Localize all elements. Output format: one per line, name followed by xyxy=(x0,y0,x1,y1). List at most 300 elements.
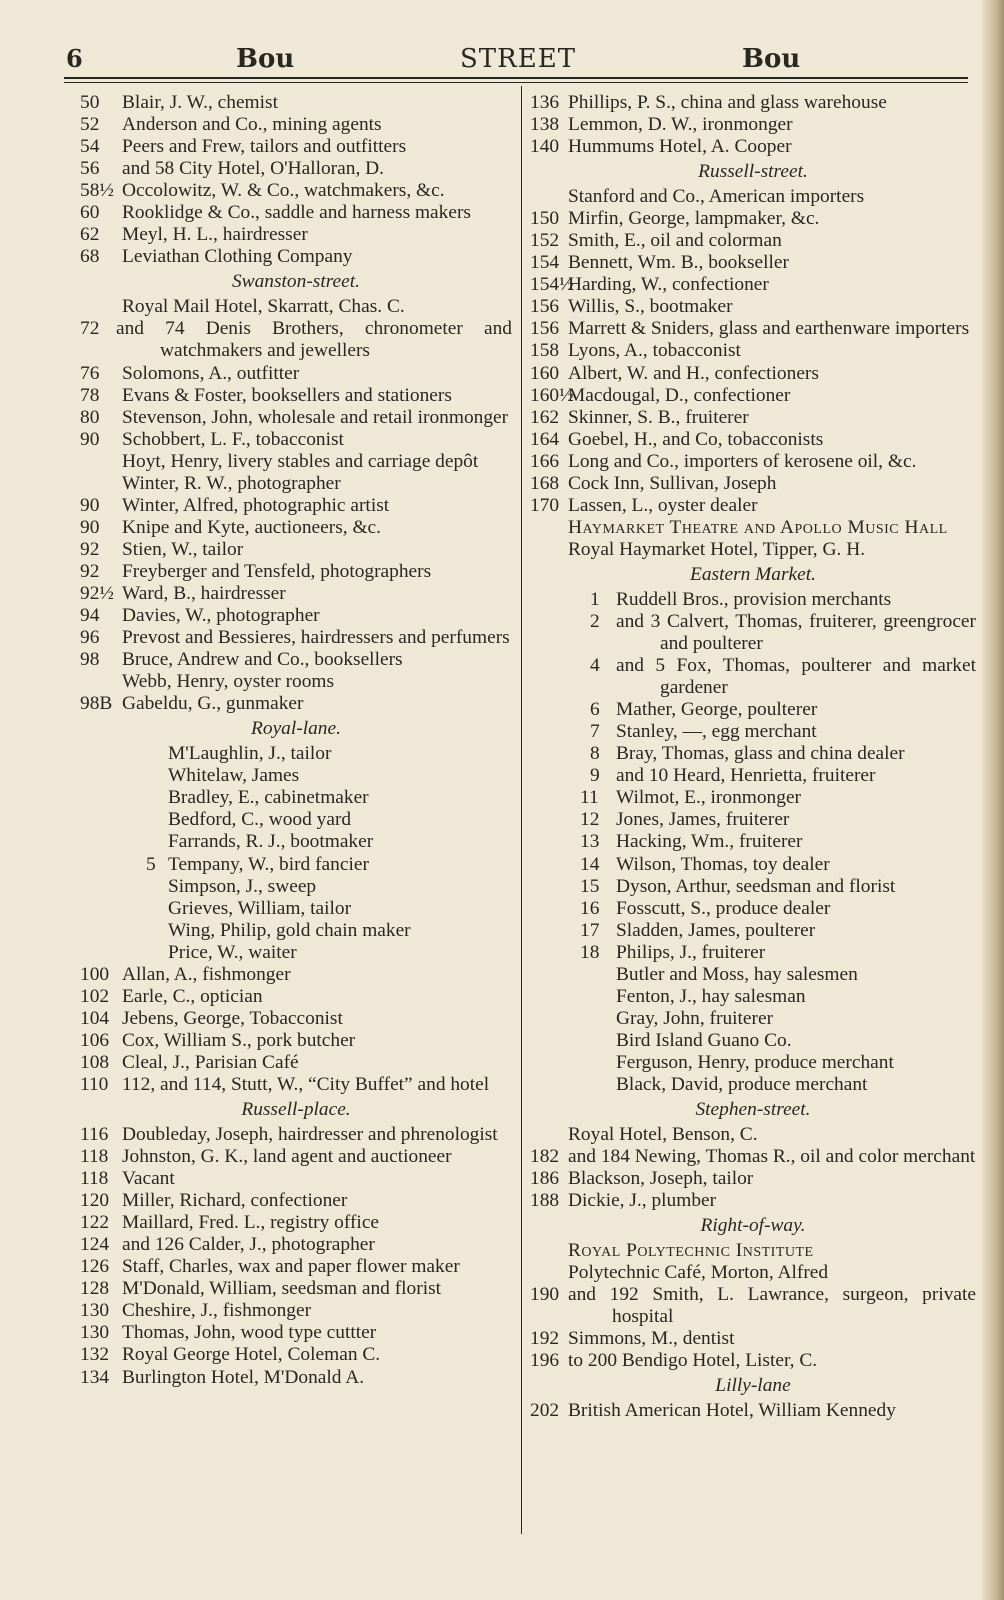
street-number: 4 xyxy=(590,655,600,677)
directory-entry xyxy=(530,1400,976,1422)
directory-entry xyxy=(530,92,976,114)
street-number: 72 xyxy=(80,318,100,340)
entry-text: Hacking, Wm., fruiterer xyxy=(616,831,803,853)
entry-text: to 200 Bendigo Hotel, Lister, C. xyxy=(568,1350,818,1372)
directory-entry xyxy=(530,274,976,296)
directory-entry xyxy=(80,318,512,362)
directory-entry xyxy=(80,627,512,649)
directory-entry xyxy=(530,186,976,208)
street-number: 2 xyxy=(590,610,600,632)
street-number: 76 xyxy=(80,362,100,384)
directory-entry xyxy=(80,671,512,693)
directory-entry xyxy=(80,1322,512,1344)
entry-text: Hummums Hotel, A. Cooper xyxy=(568,136,792,158)
entry-text: Willis, S., bootmaker xyxy=(568,296,733,318)
directory-entry xyxy=(530,495,976,517)
directory-entry xyxy=(530,429,976,451)
entry-text: Bennett, Wm. B., bookseller xyxy=(568,252,789,274)
entry-text: British American Hotel, William Kennedy xyxy=(568,1400,896,1422)
directory-entry xyxy=(530,252,976,274)
page-header xyxy=(64,40,968,76)
street-number: 120 xyxy=(80,1190,110,1212)
entry-text: Fosscutt, S., produce dealer xyxy=(616,897,831,919)
directory-entry xyxy=(80,114,512,136)
directory-entry xyxy=(530,876,976,898)
entry-text: Mirfin, George, lampmaker, &c. xyxy=(568,208,820,230)
street-number: 90 xyxy=(80,494,100,516)
street-number: 130 xyxy=(80,1322,110,1344)
street-number: 122 xyxy=(80,1212,110,1234)
street-number: 136 xyxy=(530,92,560,113)
entry-text: Bedford, C., wood yard xyxy=(168,809,352,831)
directory-entry xyxy=(80,495,512,517)
directory-entry xyxy=(80,1367,512,1389)
entry-text: Jones, James, fruiterer xyxy=(616,809,790,831)
street-number: 50 xyxy=(80,92,100,113)
section-heading: Eastern Market. xyxy=(689,563,816,585)
directory-entry xyxy=(530,787,976,809)
street-number: 160 xyxy=(530,362,560,384)
directory-entry xyxy=(530,986,976,1008)
street-number: 5 xyxy=(146,853,156,875)
street-number: 11 xyxy=(580,787,599,809)
street-number: 156 xyxy=(530,318,560,340)
directory-entry xyxy=(530,1074,976,1096)
street-number: 124 xyxy=(80,1234,110,1256)
entry-text: Butler and Moss, hay salesmen xyxy=(616,963,858,985)
entry-text: M'Donald, William, seedsman and florist xyxy=(122,1278,442,1300)
directory-entry xyxy=(80,407,512,429)
street-number: 92½ xyxy=(80,582,114,604)
directory-entry xyxy=(530,765,976,787)
street-number: 60 xyxy=(80,202,100,224)
entry-text: Jebens, George, Tobacconist xyxy=(122,1007,343,1029)
street-number: 90 xyxy=(80,516,100,538)
page-edge xyxy=(982,0,1004,1600)
street-number: 152 xyxy=(530,230,560,252)
entry-text: Earle, C., optician xyxy=(122,985,263,1007)
directory-entry xyxy=(530,721,976,743)
street-number: 118 xyxy=(80,1146,109,1168)
entry-text: Rooklidge & Co., saddle and harness makers xyxy=(122,202,471,224)
directory-entry xyxy=(80,92,512,114)
street-number: 134 xyxy=(80,1366,110,1388)
entry-text: Knipe and Kyte, auctioneers, &c. xyxy=(122,516,381,538)
entry-text: and 10 Heard, Henrietta, fruiterer xyxy=(616,765,876,787)
directory-entry xyxy=(530,1328,976,1350)
entry-text: Simmons, M., dentist xyxy=(568,1328,735,1350)
street-number: 186 xyxy=(530,1168,560,1190)
entry-text: Royal Mail Hotel, Skarratt, Chas. C. xyxy=(122,296,405,318)
street-number: 54 xyxy=(80,136,100,158)
entry-text: and 5 Fox, Thomas, poulterer and market gardener xyxy=(616,655,976,699)
entry-text: Stien, W., tailor xyxy=(122,538,244,560)
page-number: 6 xyxy=(66,44,83,73)
street-number: 188 xyxy=(530,1190,560,1212)
directory-entry xyxy=(80,583,512,605)
entry-text: Macdougal, D., confectioner xyxy=(568,384,791,406)
directory-entry xyxy=(80,1234,512,1256)
street-number: 102 xyxy=(80,985,110,1007)
entry-text: Ruddell Bros., provision merchants xyxy=(616,588,892,610)
street-number: 110 xyxy=(80,1073,109,1095)
entry-text: M'Laughlin, J., tailor xyxy=(168,743,332,765)
street-number: 190 xyxy=(530,1284,560,1306)
entry-text: Smith, E., oil and colorman xyxy=(568,230,782,252)
entry-text: Cock Inn, Sullivan, Joseph xyxy=(568,472,777,494)
directory-entry xyxy=(80,876,512,898)
street-number: 68 xyxy=(80,246,100,268)
street-number: 118 xyxy=(80,1168,109,1190)
section-heading: Stephen-street. xyxy=(695,1099,811,1121)
entry-text: Johnston, G. K., land agent and auctioneer xyxy=(122,1146,452,1168)
entry-text: Sladden, James, poulterer xyxy=(616,919,816,941)
street-number: 164 xyxy=(530,428,560,450)
entry-text: Blair, J. W., chemist xyxy=(122,92,278,113)
street-number: 138 xyxy=(530,114,560,136)
directory-entry xyxy=(530,1350,976,1372)
entry-text: Polytechnic Café, Morton, Alfred xyxy=(568,1262,829,1284)
entry-text: Dickie, J., plumber xyxy=(568,1190,717,1212)
entry-text: Occolowitz, W. & Co., watchmakers, &c. xyxy=(122,180,445,202)
entry-text: Evans & Foster, booksellers and stationers xyxy=(122,384,452,406)
directory-entry xyxy=(80,1190,512,1212)
directory-entry xyxy=(530,1168,976,1190)
directory-entry xyxy=(530,898,976,920)
directory-entry xyxy=(530,114,976,136)
directory-entry xyxy=(80,363,512,385)
street-number: 14 xyxy=(580,853,600,875)
entry-text: Anderson and Co., mining agents xyxy=(122,114,382,136)
directory-entry xyxy=(80,809,512,831)
entry-text: Whitelaw, James xyxy=(168,765,300,787)
directory-entry xyxy=(80,1344,512,1366)
directory-entry xyxy=(80,224,512,246)
entry-text: Wilson, Thomas, toy dealer xyxy=(616,853,830,875)
street-number: 92 xyxy=(80,560,100,582)
entry-text: Royal George Hotel, Coleman C. xyxy=(122,1344,381,1366)
entry-text: Stanley, —, egg merchant xyxy=(616,721,817,743)
directory-entry xyxy=(530,517,976,539)
entry-text: Solomons, A., outfitter xyxy=(122,362,300,384)
directory-entry xyxy=(80,1212,512,1234)
entry-text: Cheshire, J., fishmonger xyxy=(122,1300,312,1322)
entry-text: Lemmon, D. W., ironmonger xyxy=(568,114,793,136)
directory-entry xyxy=(530,473,976,495)
entry-text: Goebel, H., and Co, tobacconists xyxy=(568,428,824,450)
entry-text: Winter, Alfred, photographic artist xyxy=(122,494,390,516)
street-number: 100 xyxy=(80,963,110,985)
entry-text: Hoyt, Henry, livery stables and carriage depôt xyxy=(122,450,479,472)
entry-text: and 3 Calvert, Thomas, fruiterer, greengrocer and poulterer xyxy=(616,610,976,655)
entry-text: Stanford and Co., American importers xyxy=(568,186,865,208)
entry-text: Phillips, P. S., china and glass warehouse xyxy=(568,92,887,113)
directory-entry xyxy=(80,451,512,473)
street-number: 126 xyxy=(80,1256,110,1278)
header-rule xyxy=(64,77,968,83)
directory-entry xyxy=(80,942,512,964)
entry-text: Schobbert, L. F., tobacconist xyxy=(122,428,344,450)
directory-entry xyxy=(530,1240,976,1262)
directory-entry xyxy=(80,473,512,495)
entry-text: Thomas, John, wood type cuttter xyxy=(122,1322,377,1344)
entry-text: Long and Co., importers of kerosene oil, &c. xyxy=(568,450,917,472)
directory-entry xyxy=(530,363,976,385)
street-number: 90 xyxy=(80,428,100,450)
street-number: 17 xyxy=(580,919,600,941)
directory-entry xyxy=(80,136,512,158)
street-number: 9 xyxy=(590,765,600,787)
entry-text: Harding, W., confectioner xyxy=(568,274,769,296)
street-number: 128 xyxy=(80,1278,110,1300)
directory-entry xyxy=(80,296,512,318)
directory-entry xyxy=(80,246,512,268)
street-number: 154½ xyxy=(530,274,574,296)
column-divider xyxy=(521,86,522,1534)
entry-text: Royal Polytechnic Institute xyxy=(568,1240,814,1262)
entry-text: Allan, A., fishmonger xyxy=(122,963,291,985)
entry-text: Ferguson, Henry, produce merchant xyxy=(616,1051,894,1073)
directory-entry xyxy=(80,986,512,1008)
street-number: 12 xyxy=(580,809,600,831)
entry-text: and 58 City Hotel, O'Halloran, D. xyxy=(122,158,384,180)
directory-entry xyxy=(530,964,976,986)
street-number: 196 xyxy=(530,1350,560,1372)
street-number: 166 xyxy=(530,450,560,472)
entry-text: Cox, William S., pork butcher xyxy=(122,1029,356,1051)
directory-entry xyxy=(80,385,512,407)
section-heading: Right-of-way. xyxy=(700,1215,806,1237)
entry-text: Dyson, Arthur, seedsman and florist xyxy=(616,875,896,897)
directory-entry xyxy=(530,407,976,429)
entry-text: Maillard, Fred. L., registry office xyxy=(122,1212,380,1234)
entry-text: Leviathan Clothing Company xyxy=(122,246,353,268)
directory-entry xyxy=(530,854,976,876)
street-number: 78 xyxy=(80,384,100,406)
directory-entry xyxy=(80,787,512,809)
directory-entry xyxy=(80,1030,512,1052)
street-number: 162 xyxy=(530,406,560,428)
directory-entry xyxy=(530,539,976,561)
directory-entry xyxy=(530,318,976,340)
directory-entry xyxy=(80,1008,512,1030)
entry-text: Royal Hotel, Benson, C. xyxy=(568,1124,758,1146)
street-number: 104 xyxy=(80,1007,110,1029)
entry-text: Price, W., waiter xyxy=(168,941,297,963)
entry-text: Blackson, Joseph, tailor xyxy=(568,1168,754,1190)
section-heading: Russell-place. xyxy=(241,1099,351,1121)
entry-text: Bird Island Guano Co. xyxy=(616,1029,792,1051)
right-guide-word: Bou xyxy=(742,44,801,74)
directory-entry xyxy=(530,451,976,473)
entry-text: Tempany, W., bird fancier xyxy=(168,853,369,875)
entry-text: and 192 Smith, L. Lawrance, surgeon, private hospital xyxy=(568,1284,976,1328)
street-number: 160½ xyxy=(530,384,574,406)
directory-entry xyxy=(80,743,512,765)
directory-entry xyxy=(530,136,976,158)
street-number: 92 xyxy=(80,538,100,560)
street-number: 130 xyxy=(80,1300,110,1322)
street-number: 18 xyxy=(580,941,600,963)
page-title: STREET xyxy=(460,44,577,74)
entry-text: Marrett & Sniders, glass and earthenware importers xyxy=(568,318,970,340)
street-number: 94 xyxy=(80,605,100,627)
directory-entry xyxy=(80,854,512,876)
entry-text: Miller, Richard, confectioner xyxy=(122,1190,348,1212)
directory-entry xyxy=(530,1284,976,1328)
directory-entry xyxy=(80,898,512,920)
street-number: 58½ xyxy=(80,180,114,202)
directory-entry xyxy=(530,1030,976,1052)
entry-text: Farrands, R. J., bootmaker xyxy=(168,831,374,853)
entry-text: Cleal, J., Parisian Café xyxy=(122,1051,299,1073)
street-number: 182 xyxy=(530,1146,560,1168)
street-number: 158 xyxy=(530,340,560,362)
street-number: 6 xyxy=(590,699,600,721)
directory-entry xyxy=(80,561,512,583)
entry-text: Fenton, J., hay salesman xyxy=(616,985,806,1007)
entry-text: Royal Haymarket Hotel, Tipper, G. H. xyxy=(568,538,866,560)
entry-text: Wilmot, E., ironmonger xyxy=(616,787,802,809)
directory-entry xyxy=(80,765,512,787)
entry-text: Ward, B., hairdresser xyxy=(122,582,286,604)
directory-entry xyxy=(530,942,976,964)
directory-entry xyxy=(530,1190,976,1212)
entry-text: Gabeldu, G., gunmaker xyxy=(122,693,304,715)
directory-entry xyxy=(530,296,976,318)
entry-text: Gray, John, fruiterer xyxy=(616,1007,774,1029)
section-heading: Russell-street. xyxy=(698,161,808,183)
street-number: 98B xyxy=(80,693,113,715)
street-number: 156 xyxy=(530,296,560,318)
directory-entry xyxy=(530,1124,976,1146)
directory-entry xyxy=(530,589,976,611)
street-number: 192 xyxy=(530,1328,560,1350)
entry-text: Peers and Frew, tailors and outfitters xyxy=(122,136,407,158)
entry-text: Stevenson, John, wholesale and retail ironmonger xyxy=(122,406,509,428)
entry-text: Burlington Hotel, M'Donald A. xyxy=(122,1366,365,1388)
entry-text: Black, David, produce merchant xyxy=(616,1073,868,1095)
street-number: 106 xyxy=(80,1029,110,1051)
directory-entry xyxy=(80,202,512,224)
directory-entry xyxy=(80,1278,512,1300)
section-heading: Lilly-lane xyxy=(715,1375,791,1397)
directory-entry xyxy=(80,1300,512,1322)
directory-entry xyxy=(530,208,976,230)
left-guide-word: Bou xyxy=(236,44,295,74)
entry-text: Albert, W. and H., confectioners xyxy=(568,362,819,384)
entry-text: Vacant xyxy=(122,1168,175,1190)
street-number: 108 xyxy=(80,1051,110,1073)
directory-entry xyxy=(530,1262,976,1284)
entry-text: Davies, W., photographer xyxy=(122,605,320,627)
entry-text: 112, and 114, Stutt, W., “City Buffet” and hotel xyxy=(122,1073,490,1095)
directory-entry xyxy=(530,809,976,831)
entry-text: and 184 Newing, Thomas R., oil and color merchant xyxy=(568,1146,976,1168)
street-number: 132 xyxy=(80,1344,110,1366)
directory-entry xyxy=(530,743,976,765)
street-number: 62 xyxy=(80,224,100,246)
entry-text: Prevost and Bessieres, hairdressers and perfumers xyxy=(122,627,510,649)
entry-text: Winter, R. W., photographer xyxy=(122,472,341,494)
street-number: 96 xyxy=(80,627,100,649)
street-number: 168 xyxy=(530,472,560,494)
directory-entry xyxy=(530,831,976,853)
directory-entry xyxy=(530,699,976,721)
street-number: 202 xyxy=(530,1400,560,1422)
directory-entry xyxy=(530,230,976,252)
directory-entry xyxy=(80,1168,512,1190)
directory-entry xyxy=(530,385,976,407)
street-number: 8 xyxy=(590,743,600,765)
entry-text: Bradley, E., cabinetmaker xyxy=(168,787,369,809)
entry-text: Wing, Philip, gold chain maker xyxy=(168,919,411,941)
directory-entry xyxy=(80,1074,512,1096)
street-number: 170 xyxy=(530,494,560,516)
section-heading: Royal-lane. xyxy=(251,718,341,740)
directory-entry xyxy=(530,920,976,942)
left-column xyxy=(80,92,512,1389)
directory-entry xyxy=(530,655,976,699)
directory-entry xyxy=(80,517,512,539)
street-number: 150 xyxy=(530,208,560,230)
right-column xyxy=(530,92,976,1423)
directory-entry xyxy=(530,1008,976,1030)
entry-text: Simpson, J., sweep xyxy=(168,875,317,897)
street-number: 16 xyxy=(580,897,600,919)
entry-text: Staff, Charles, wax and paper flower maker xyxy=(122,1256,460,1278)
directory-entry xyxy=(80,920,512,942)
directory-entry xyxy=(530,1052,976,1074)
entry-text: Philips, J., fruiterer xyxy=(616,941,766,963)
directory-entry xyxy=(80,1146,512,1168)
section-heading: Swanston-street. xyxy=(231,271,360,293)
street-number: 116 xyxy=(80,1124,109,1146)
entry-text: Mather, George, poulterer xyxy=(616,699,818,721)
entry-text: Doubleday, Joseph, hairdresser and phrenologist xyxy=(122,1124,498,1146)
directory-entry xyxy=(80,158,512,180)
street-number: 98 xyxy=(80,649,100,671)
entry-text: and 126 Calder, J., photographer xyxy=(122,1234,375,1256)
directory-entry xyxy=(80,429,512,451)
directory-entry xyxy=(80,964,512,986)
street-number: 154 xyxy=(530,252,560,274)
directory-entry xyxy=(80,180,512,202)
entry-text: Meyl, H. L., hairdresser xyxy=(122,224,308,246)
directory-entry xyxy=(530,340,976,362)
entry-text: Skinner, S. B., fruiterer xyxy=(568,406,749,428)
street-number: 52 xyxy=(80,114,100,136)
entry-text: Bray, Thomas, glass and china dealer xyxy=(616,743,905,765)
entry-text: Lassen, L., oyster dealer xyxy=(568,494,758,516)
street-number: 140 xyxy=(530,136,560,158)
directory-entry xyxy=(80,1124,512,1146)
entry-text: Webb, Henry, oyster rooms xyxy=(122,671,335,693)
street-number: 15 xyxy=(580,875,600,897)
directory-entry xyxy=(80,539,512,561)
entry-text: Grieves, William, tailor xyxy=(168,897,352,919)
directory-entry xyxy=(80,693,512,715)
street-number: 1 xyxy=(590,588,600,610)
directory-entry xyxy=(530,611,976,655)
entry-text: Bruce, Andrew and Co., booksellers xyxy=(122,649,403,671)
street-number: 13 xyxy=(580,831,600,853)
directory-entry xyxy=(530,1146,976,1168)
entry-text: Freyberger and Tensfeld, photographers xyxy=(122,560,432,582)
entry-text: Haymarket Theatre and Apollo Music Hall xyxy=(568,516,948,538)
directory-entry xyxy=(80,831,512,853)
entry-text: Lyons, A., tobacconist xyxy=(568,340,741,362)
